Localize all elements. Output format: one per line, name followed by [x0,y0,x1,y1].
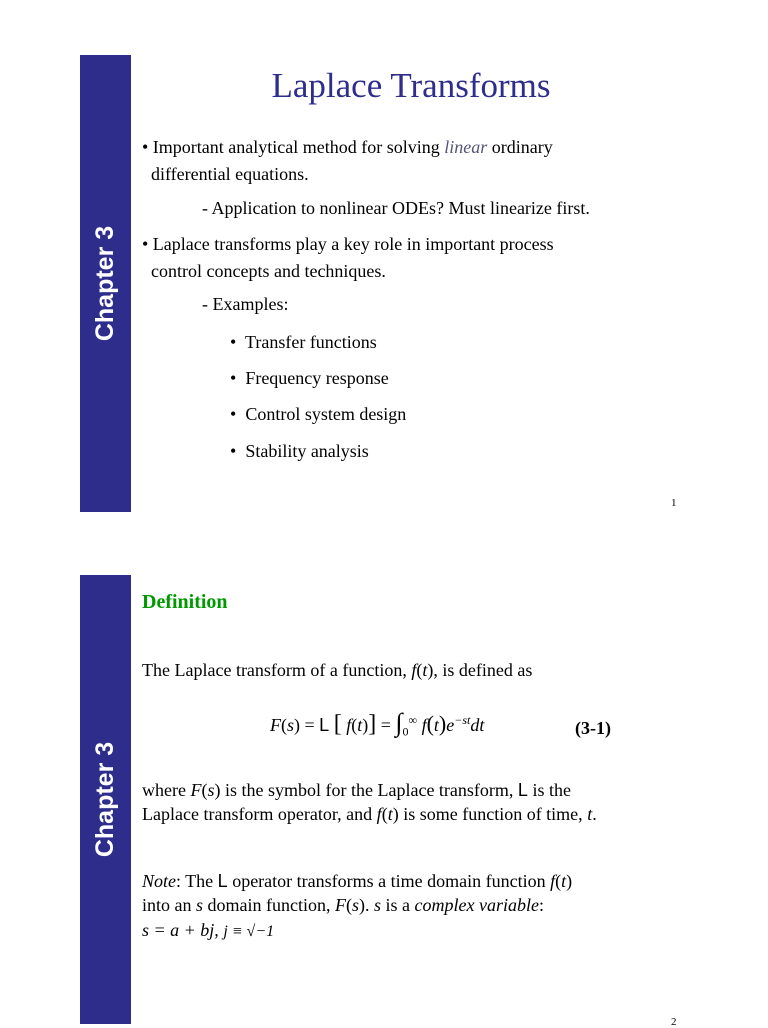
intro-suffix: , is defined as [433,660,533,680]
laplace-equation: F(s) = L [ $f(t)] = \int_0^\infty$ $f(t)e^{-st}dt$ [270,708,485,739]
eq-exponent: −st [454,713,471,727]
eq-s: s [287,715,295,735]
eq-t: t [357,715,363,735]
laplace-operator-symbol: L [319,715,330,735]
intro-text: The Laplace transform of a function, [142,660,412,680]
where-text-5: is some function of time, [398,804,588,824]
intro-function: f [411,660,417,680]
note-text-6: is a [381,895,415,915]
page-number: 2 [671,1016,677,1028]
eq-t-integrand: t [433,715,439,735]
intro-variable: t [422,660,428,680]
note-text-4: domain function, [203,895,335,915]
page-number: 1 [671,497,677,509]
note-variable-s: s [196,895,204,915]
note-text-3: into an [142,895,196,915]
example-label: Transfer functions [244,332,377,352]
bullet-1-italic: linear [444,137,488,157]
sub-point-2: - Examples: [202,294,289,314]
example-label: Frequency response [245,368,389,388]
slide-2 [0,520,768,1028]
note-label: Note [142,871,176,891]
where-variable-t: t [587,804,593,824]
bullet-2-continuation: control concepts and techniques. [151,261,386,281]
where-text-3: is the [527,780,571,800]
where-text-4: Laplace transform operator, and [142,804,377,824]
slide-title: Laplace Transforms [271,66,551,105]
note-text-7: : [538,895,544,915]
chapter-label: Chapter 3 [91,225,119,342]
complex-definition: s = a + bj, [142,920,219,940]
note-line-2: into an s domain function, F(s). s is a complex variable: [142,895,544,915]
equation-number: (3-1) [575,718,611,738]
bullet-1-continuation: differential equations. [151,164,309,184]
eq-upper-limit: ∞ [408,713,418,727]
imaginary-unit-definition: j ≡ √−1 [223,923,275,940]
note-complex-variable: complex variable [414,895,539,915]
note-text-2: operator transforms a time domain function [227,871,551,891]
list-item: • Frequency response [230,368,389,388]
example-label: Control system design [245,404,407,424]
example-label: Stability analysis [245,441,369,461]
bullet-1 [142,137,553,158]
bullet-1-text: • Important analytical method for solving [142,137,445,157]
list-item: • Stability analysis [230,441,369,461]
bullet-2: • Laplace transforms play a key role in important process [142,234,554,254]
note-line-1: Note: The L operator transforms a time domain function f(t) [142,871,573,891]
eq-dt: dt [470,715,485,735]
sub-point-1: - Application to nonlinear ODEs? Must linearize first. [202,198,590,218]
list-item: • Transfer functions [230,332,377,352]
eq-f-integrand: f [421,715,427,735]
chapter-sidebar [80,575,131,1024]
where-line-1: where F(s) is the symbol for the Laplace transform, L is the [142,780,571,800]
definition-intro: The Laplace transform of a function, f(t), is defined as [142,660,533,680]
note-text: : The [176,871,218,891]
list-item: • Control system design [230,404,407,424]
chapter-sidebar [80,55,131,512]
where-text: where [142,780,191,800]
eq-f: f [346,715,352,735]
laplace-operator-symbol: L [517,780,528,800]
where-text-2: is the symbol for the Laplace transform, [220,780,518,800]
eq-F: F [270,715,281,735]
note-text-5: . [365,895,375,915]
where-line-2: Laplace transform operator, and f(t) is some function of time, t. [142,804,597,824]
eq-lower-limit: 0 [402,724,409,739]
bullet-1-suffix: ordinary [487,137,553,157]
laplace-operator-symbol: L [217,871,228,891]
section-heading: Definition [142,591,228,613]
note-line-3 [142,920,274,941]
chapter-label: Chapter 3 [91,741,119,858]
